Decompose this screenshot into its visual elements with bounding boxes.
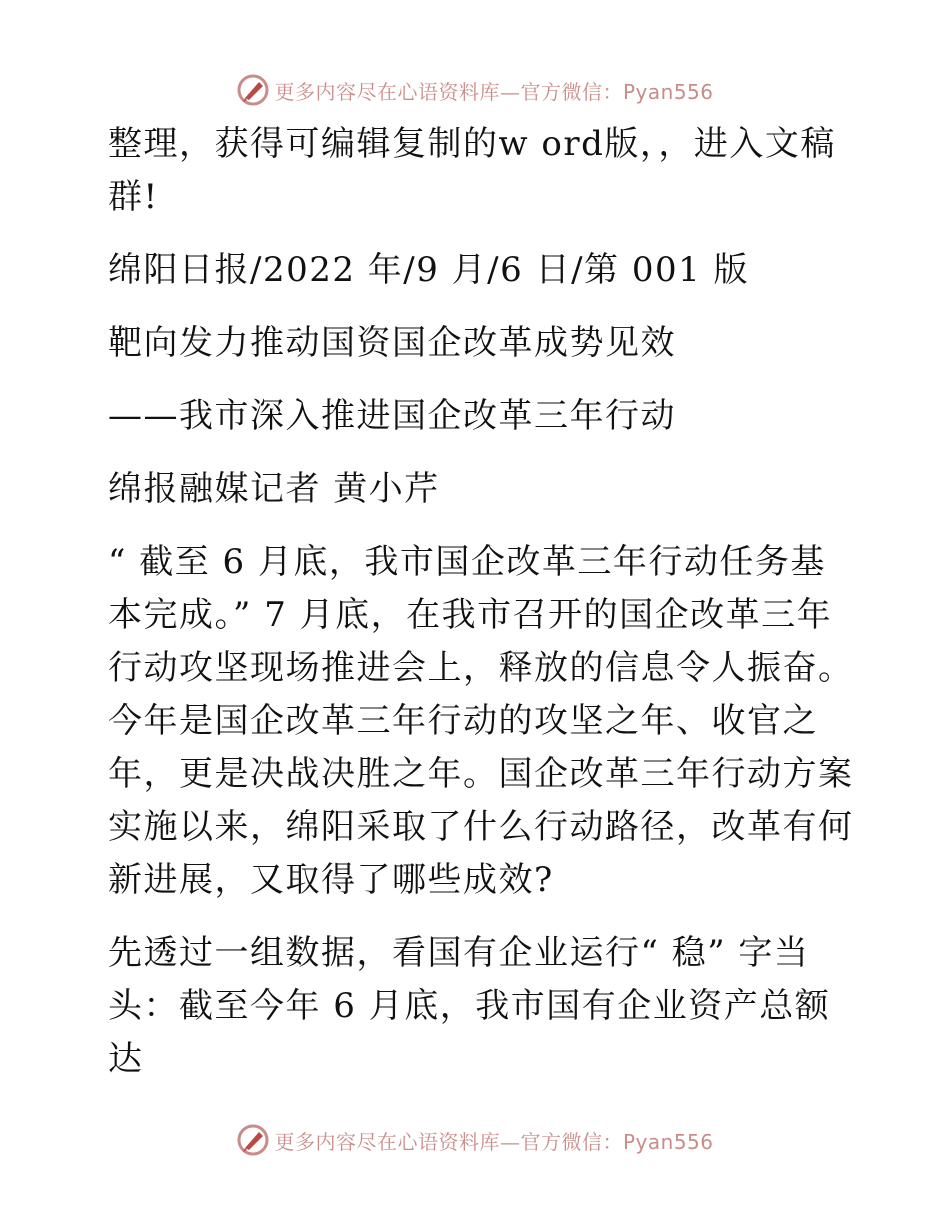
pen-nib-logo-icon [236, 1123, 270, 1157]
byline: 绵报融媒记者 黄小芹 [108, 469, 440, 509]
source-line: 绵阳日报/2022 年/9 月/6 日/第 001 版 [108, 250, 750, 290]
article-subtitle: ——我市深入推进国企改革三年行动 [108, 396, 676, 436]
watermark-label: 更多内容尽在心语资料库—官方微信： [274, 1129, 623, 1154]
intro-note: 整理，获得可编辑复制的w ord版，，进入文稿群! [108, 124, 836, 217]
watermark-text [274, 76, 713, 105]
watermark-text [274, 1126, 713, 1155]
body-paragraph-2: 先透过一组数据，看国有企业运行“ 稳” 字当头：截至今年 6 月底，我市国有企业资产总额达 [108, 933, 831, 1079]
body-paragraph-1: “ 截至 6 月底，我市国企改革三年行动任务基本完成。” 7 月底，在我市召开的国企改革三年行动攻坚现场推进会上，释放的信息令人振奋。今年是国企改革三年行动的攻坚之年、收官之年，更是决战决胜之年。国企改革三年行动方案实施以来，绵阳采取了什么行动路径，改革有何新进展，又取得了哪些成效? [108, 542, 854, 900]
pen-nib-logo-icon [236, 73, 270, 107]
watermark-handle: Pyan556 [622, 1129, 714, 1154]
footer-watermark [0, 1120, 950, 1160]
watermark-label: 更多内容尽在心语资料库—官方微信： [274, 79, 623, 104]
watermark-handle: Pyan556 [622, 79, 714, 104]
document-body [96, 118, 856, 1086]
article-title: 靶向发力推动国资国企改革成势见效 [108, 323, 676, 363]
header-watermark [0, 70, 950, 110]
